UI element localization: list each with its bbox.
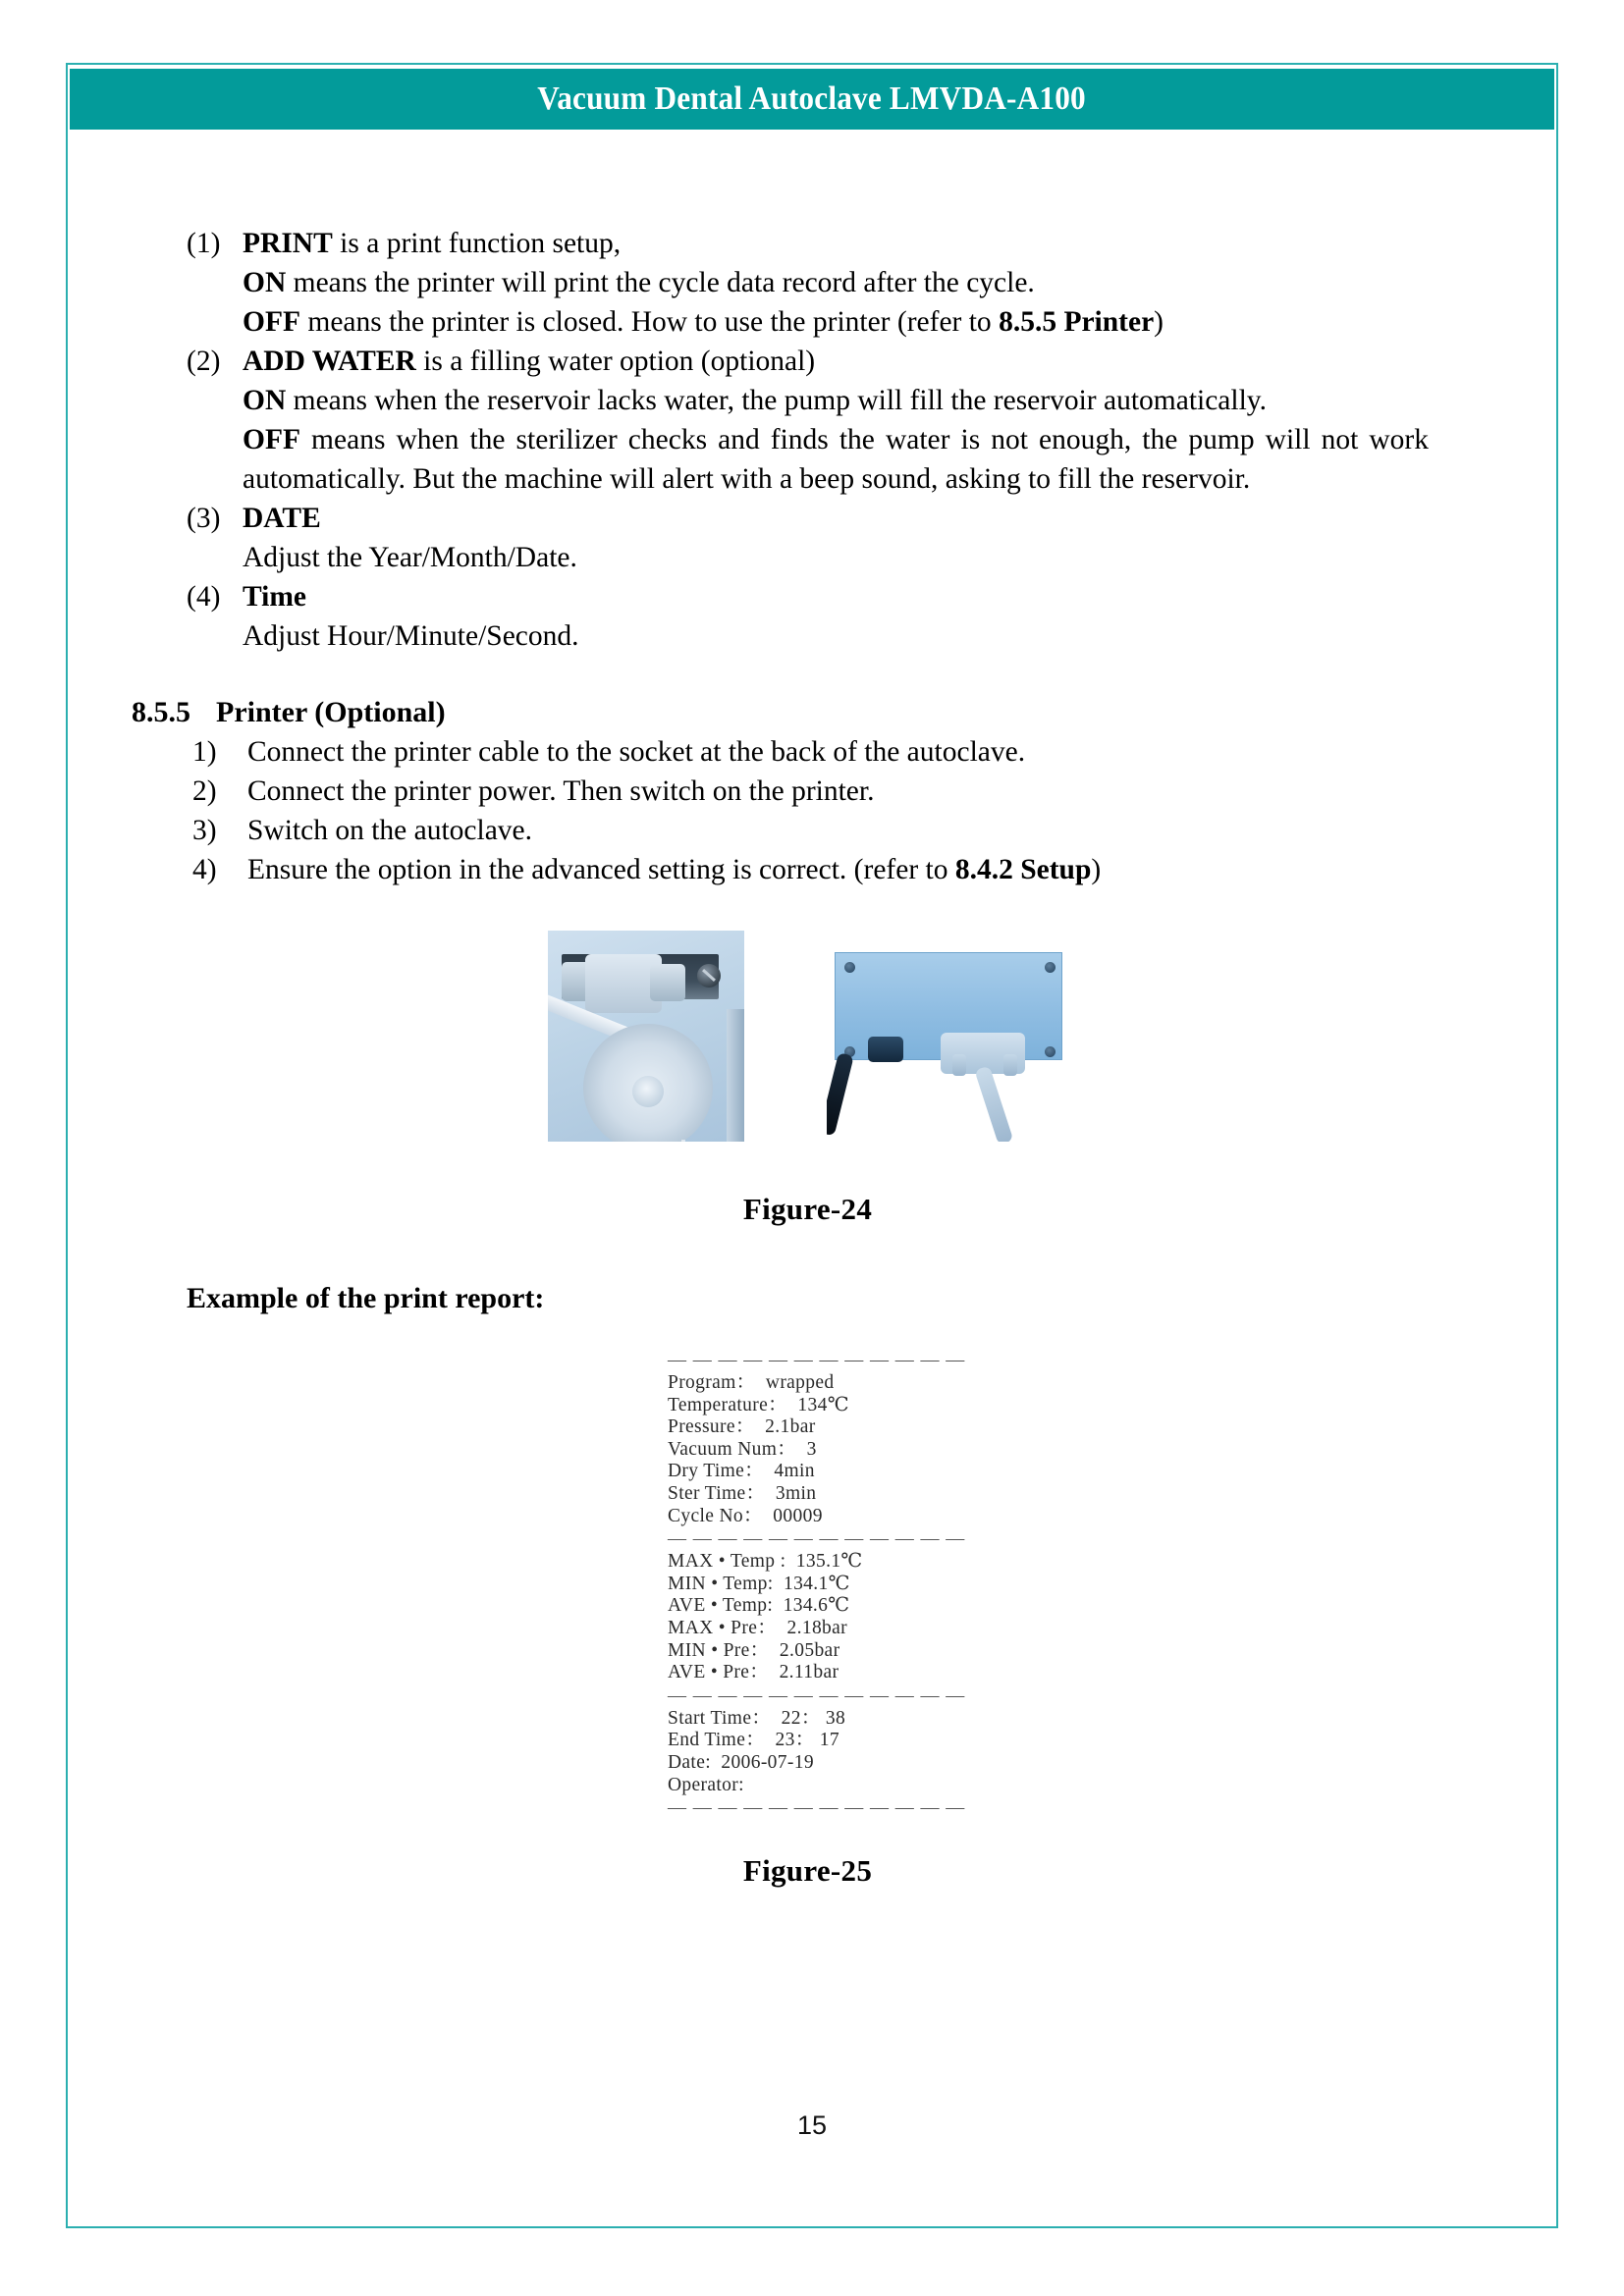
- list-item: [187, 499, 1429, 538]
- report-separator: — — — — — — — — — — — —: [668, 1684, 966, 1706]
- photo-wheel-hub: [632, 1076, 664, 1107]
- report-line-min-temp: MIN • Temp: 134.1℃: [668, 1573, 850, 1594]
- settings-list: [187, 224, 1429, 656]
- list-marker: (1): [187, 228, 221, 259]
- list-subline: [187, 263, 1429, 302]
- print-report-sample: [668, 1349, 992, 1820]
- report-line-program: Program： wrapped: [668, 1372, 835, 1393]
- report-line-min-pre: MIN • Pre： 2.05bar: [668, 1639, 840, 1661]
- list-item: [187, 811, 1429, 850]
- step-tail: ): [1091, 854, 1102, 885]
- page-header-banner: [70, 69, 1554, 130]
- printer-socket-photo: [548, 931, 744, 1142]
- photo-connector-prong: [1003, 1054, 1017, 1076]
- report-line-vacuum-num: Vacuum Num： 3: [668, 1438, 817, 1460]
- list-marker: (3): [187, 503, 221, 534]
- list-subline: [187, 420, 1429, 499]
- term-label: ADD WATER: [243, 346, 416, 377]
- page-content: [132, 224, 1429, 1889]
- list-item: [187, 577, 1429, 616]
- step-text: Ensure the option in the advanced setting is correct. (refer to: [247, 854, 955, 885]
- list-marker: 2): [192, 775, 217, 807]
- step-text: Connect the printer power. Then switch on the printer.: [247, 775, 875, 807]
- report-line-temperature: Temperature： 134℃: [668, 1394, 849, 1415]
- list-marker: 1): [192, 736, 217, 768]
- printer-back-panel-photo: [827, 931, 1067, 1142]
- state-on-label: ON: [243, 385, 287, 416]
- list-subline: Adjust Hour/Minute/Second.: [243, 620, 579, 652]
- state-off-text: means the printer is closed. How to use the printer (refer to: [300, 306, 1000, 338]
- list-item: [187, 772, 1429, 811]
- printer-steps-list: [187, 732, 1429, 889]
- photo-power-connector: [868, 1037, 903, 1062]
- report-line-operator: Operator:: [668, 1774, 744, 1795]
- report-line-start-time: Start Time： 22： 38: [668, 1707, 846, 1729]
- report-separator: — — — — — — — — — — — —: [668, 1797, 966, 1819]
- photo-connector-prong: [952, 1054, 966, 1076]
- state-off-text: means when the sterilizer checks and finds the water is not enough, the pump will not work automatically. But the machine will alert with a beep sound, asking to fill the reservoir.: [243, 424, 1429, 495]
- list-subline: [187, 302, 1429, 342]
- report-line-cycle-no: Cycle No： 00009: [668, 1505, 823, 1526]
- list-item: [187, 732, 1429, 772]
- term-label: Time: [243, 581, 307, 613]
- report-line-end-time: End Time： 23： 17: [668, 1730, 839, 1751]
- term-rest: is a print function setup,: [332, 228, 622, 259]
- state-off-label: OFF: [243, 306, 300, 338]
- photo-edge-strip: [727, 1009, 744, 1142]
- list-subline: Adjust the Year/Month/Date.: [243, 542, 577, 573]
- photo-data-cable: [974, 1066, 1013, 1142]
- report-line-ster-time: Ster Time： 3min: [668, 1482, 817, 1504]
- list-item: [187, 224, 1429, 263]
- photo-panel-screw: [844, 962, 855, 973]
- figure-25-caption: Figure-25: [742, 1853, 873, 1889]
- list-item: [187, 342, 1429, 381]
- list-item: [187, 850, 1429, 889]
- section-number: 8.5.5: [132, 696, 190, 728]
- term-label: PRINT: [243, 228, 333, 259]
- figure-24-caption: Figure-24: [742, 1192, 873, 1226]
- report-line-ave-temp: AVE • Temp: 134.6℃: [668, 1595, 850, 1617]
- section-printer: [132, 693, 1429, 889]
- state-off-tail: ): [1154, 306, 1164, 338]
- figure-24-images: [187, 931, 1429, 1166]
- photo-screw: [697, 964, 721, 988]
- list-marker: (4): [187, 581, 221, 613]
- report-line-dry-time: Dry Time： 4min: [668, 1461, 815, 1482]
- list-marker: (2): [187, 346, 221, 377]
- state-on-text: means the printer will print the cycle data record after the cycle.: [286, 267, 1035, 298]
- list-marker: 3): [192, 815, 217, 846]
- term-rest: is a filling water option (optional): [415, 346, 816, 377]
- section-title: Printer (Optional): [216, 696, 446, 728]
- section-heading: [132, 693, 1429, 732]
- cross-reference: 8.5.5 Printer: [999, 306, 1155, 338]
- list-marker: 4): [192, 854, 217, 885]
- photo-power-cable: [827, 1052, 854, 1136]
- state-on-text: means when the reservoir lacks water, the pump will fill the reservoir automatically.: [286, 385, 1268, 416]
- photo-panel-screw: [1045, 1046, 1056, 1057]
- list-subline: [187, 381, 1429, 420]
- report-line-pressure: Pressure： 2.1bar: [668, 1416, 816, 1438]
- report-line-max-temp: MAX • Temp : 135.1℃: [668, 1551, 863, 1573]
- page-title: Vacuum Dental Autoclave LMVDA-A100: [537, 80, 1087, 117]
- report-separator: — — — — — — — — — — — —: [668, 1350, 966, 1370]
- photo-right-nut: [650, 964, 685, 1001]
- cross-reference: 8.4.2 Setup: [954, 854, 1092, 885]
- report-line-ave-pre: AVE • Pre： 2.11bar: [668, 1662, 839, 1683]
- report-line-date: Date: 2006-07-19: [668, 1751, 814, 1773]
- photo-panel-screw: [1045, 962, 1056, 973]
- report-separator: — — — — — — — — — — — —: [668, 1528, 966, 1550]
- page-number: 15: [796, 2110, 828, 2140]
- example-report-heading: Example of the print report:: [187, 1282, 545, 1314]
- state-on-label: ON: [243, 267, 287, 298]
- term-label: DATE: [243, 503, 321, 534]
- report-line-max-pre: MAX • Pre： 2.18bar: [668, 1617, 847, 1638]
- step-text: Connect the printer cable to the socket at the back of the autoclave.: [247, 736, 1026, 768]
- step-text: Switch on the autoclave.: [247, 815, 533, 846]
- state-off-label: OFF: [243, 424, 300, 455]
